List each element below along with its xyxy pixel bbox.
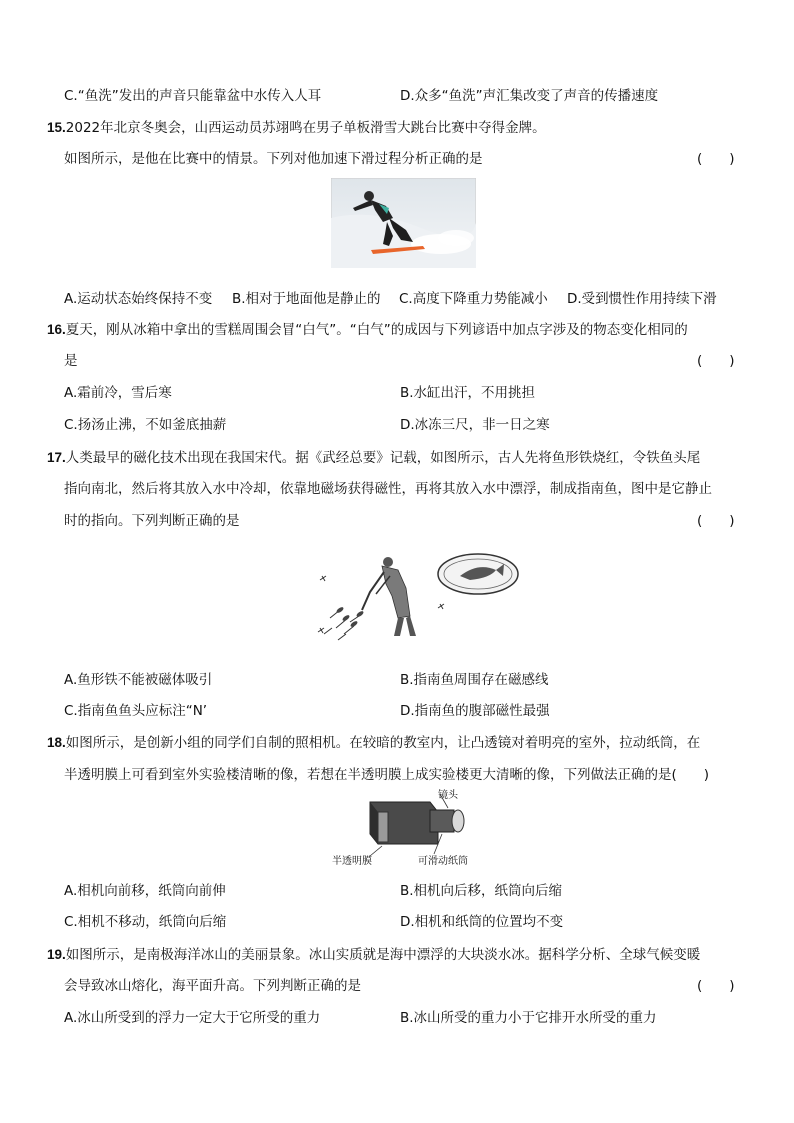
q18-option-b: B.相机向后移，纸筒向后缩 — [400, 883, 563, 899]
q15-text-1: 2022年北京冬奥会，山西运动员苏翊鸣在男子单板滑雪大跳台比赛中夺得金牌。 — [65, 120, 546, 136]
q17-stem-line2: 指向南北，然后将其放入水中冷却，依靠地磁场获得磁性，再将其放入水中漂浮，制成指南鱼，图中是它静止 — [64, 481, 712, 497]
compass-fish-illustration — [310, 548, 542, 648]
q17-option-b: B.指南鱼周围存在磁感线 — [400, 672, 549, 688]
q16-stem-line2: 是 — [64, 353, 78, 369]
q17-option-d: D.指南鱼的腹部磁性最强 — [400, 703, 550, 719]
q15-option-b: B.相对于地面他是静止的 — [232, 291, 381, 307]
q16-option-b: B.水缸出汗，不用挑担 — [400, 385, 536, 401]
q16-stem-line1 — [47, 318, 688, 338]
q17-text-1: 人类最早的磁化技术出现在我国宋代。据《武经总要》记载，如图所示，古人先将鱼形铁烧红，令铁鱼头尾 — [65, 450, 701, 466]
q16-option-d: D.冰冻三尺，非一日之寒 — [400, 417, 550, 433]
q15-option-a: A.运动状态始终保持不变 — [64, 291, 213, 307]
snowboarder-photo — [331, 178, 476, 268]
q18-option-a: A.相机向前移，纸筒向前伸 — [64, 883, 226, 899]
q18-option-d: D.相机和纸筒的位置均不变 — [400, 914, 564, 930]
q16-option-c: C.扬汤止沸，不如釜底抽薪 — [64, 417, 227, 433]
q15-answer-paren: ( ) — [697, 151, 735, 167]
q18-stem-line1 — [47, 731, 700, 751]
lens-label: 镜头 — [438, 790, 458, 801]
q15-stem-line1 — [47, 116, 546, 136]
q18-number: 18. — [47, 735, 66, 750]
q15-stem-line2: 如图所示，是他在比赛中的情景。下列对他加速下滑过程分析正确的是 — [64, 151, 483, 167]
q17-option-c: C.指南鱼鱼头应标注“N’ — [64, 703, 208, 719]
q19-text-1: 如图所示，是南极海洋冰山的美丽景象。冰山实质就是海中漂浮的大块淡水冰。据科学分析、全球气候变暖 — [65, 947, 701, 963]
q14-option-c: C.“鱼洗”发出的声音只能靠盆中水传入人耳 — [64, 88, 322, 104]
q19-stem-line1 — [47, 943, 700, 963]
q19-option-b: B.冰山所受的重力小于它排开水所受的重力 — [400, 1010, 657, 1026]
q17-answer-paren: ( ) — [697, 513, 735, 529]
q19-number: 19. — [47, 947, 66, 962]
q17-option-a: A.鱼形铁不能被磁体吸引 — [64, 672, 213, 688]
q19-answer-paren: ( ) — [697, 978, 735, 994]
q19-stem-line2: 会导致冰山熔化，海平面升高。下列判断正确的是 — [64, 978, 361, 994]
q14-option-d: D.众多“鱼洗”声汇集改变了声音的传播速度 — [400, 88, 659, 104]
q16-option-a: A.霜前冷，雪后寒 — [64, 385, 172, 401]
q17-stem-line1 — [47, 446, 700, 466]
q18-text-1: 如图所示，是创新小组的同学们自制的照相机。在较暗的教室内，让凸透镜对着明亮的室外，拉动纸筒，在 — [65, 735, 701, 751]
q18-stem-line2: 半透明膜上可看到室外实验楼清晰的像，若想在半透明膜上成实验楼更大清晰的像，下列做法正确的是( ) — [64, 767, 710, 783]
q16-answer-paren: ( ) — [697, 353, 735, 369]
tube-label: 可滑动纸筒 — [418, 856, 468, 867]
q15-option-c: C.高度下降重力势能减小 — [399, 291, 548, 307]
q17-stem-line3: 时的指向。下列判断正确的是 — [64, 513, 240, 529]
homemade-camera-figure — [330, 784, 480, 866]
q19-option-a: A.冰山所受到的浮力一定大于它所受的重力 — [64, 1010, 321, 1026]
q18-option-c: C.相机不移动，纸筒向后缩 — [64, 914, 227, 930]
q17-number: 17. — [47, 450, 66, 465]
film-label: 半透明膜 — [332, 856, 372, 867]
q15-option-d: D.受到惯性作用持续下滑 — [567, 291, 717, 307]
q15-number: 15. — [47, 120, 66, 135]
q16-number: 16. — [47, 322, 66, 337]
q16-text-1: 夏天，刚从冰箱中拿出的雪糕周围会冒“白气”。“白气”的成因与下列谚语中加点字涉及的物态变化相同的 — [65, 322, 688, 338]
